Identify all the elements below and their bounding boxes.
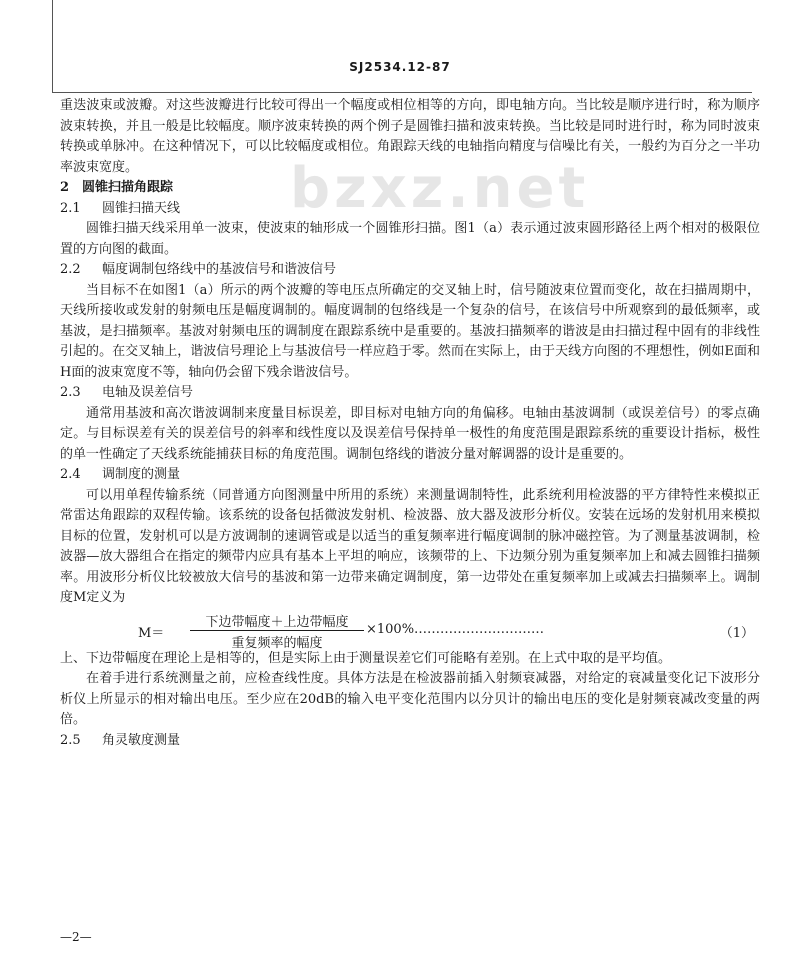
section-title: 电轴及误差信号 [102,385,194,400]
paragraph-2-1: 圆锥扫描天线采用单一波束，使波束的轴形成一个圆锥形扫描。图1（a）表示通过波束圆形路径上两个相对的极限位置的方向图的截面。 [60,221,760,257]
fraction-bar [190,630,364,631]
section-number: 2.1 [60,200,81,216]
section-title: 角灵敏度测量 [102,732,181,748]
equation-number: （1） [719,625,754,641]
paragraph-2-4-c: 在着手进行系统测量之前，应检查线性度。具体方法是在检波器前插入射频衰减器，对给定的衰减量变化记下波形分析仪上所显示的相对输出电压。至少应在20dB的输入电平变化范围内以分贝计的输出电压的变化是射频衰减改变量的两倍。 [60,671,760,727]
paragraph-2-4: 可以用单程传输系统（同普通方向图测量中所用的系统）来测量调制特性，此系统利用检波器的平方律特性来模拟正常雷达角跟踪的双程传输。该系统的设备包括微波发射机、检波器、放大器及波形分析仪。安装在远场的发射机用来模拟目标的位置，发射机可以是方波调制的速调管或是以适当的重复频率进行幅度调制的脉冲磁控管。为了测量基波调制，检波器—放大器组合在指定的频带内应具有基本上平坦的响应，该频带的上、下边频分别为重复频率加上和减去圆锥扫描频率。用波形分析仪比较被放大信号的基波和第一边带来确定调制度，第一边带处在重复频率加上或减去扫描频率上。调制度M定义为 [60,487,760,605]
page-number: —2— [60,930,92,944]
section-heading-2 [60,178,760,199]
formula-numerator: 下边带幅度＋上边带幅度 [205,614,349,630]
paragraph-2-3: 通常用基波和高次谐波调制来度量目标误差，即目标对电轴方向的角偏移。电轴由基波调制（或误差信号）的零点确定。与目标误差有关的误差信号的斜率和线性度以及误差信号保持单一极性的角度范围是跟踪系统的重要设计指标，极性的单一性确定了天线系统能捕获目标的角度范围。调制包络线的谐波分量对解调器的设计是重要的。 [60,405,760,462]
section-heading-2-4 [60,465,760,486]
section-heading-2-2 [60,260,760,281]
section-title: 幅度调制包络线中的基波信号和谐波信号 [102,262,337,277]
header-rule [52,92,752,93]
paragraph-2-4-b: 上、下边带幅度在理论上是相等的，但是实际上由于测量误差它们可能略有差别。在上式中取的是平均值。 [60,650,672,666]
section-number: 2 [60,180,70,195]
section-heading-2-5 [60,731,760,752]
formula-lhs: M＝ [138,625,165,641]
document-id: SJ2534.12-87 [349,60,451,74]
formula-modulation [60,611,760,649]
section-title: 调制度的测量 [102,467,181,482]
section-number: 2.2 [60,262,81,277]
formula-denominator: 重复频率的幅度 [231,635,323,651]
formula-rhs: ×100%………………………… [366,621,545,637]
section-number: 2.4 [60,467,81,482]
section-heading-2-3 [60,383,760,404]
section-title: 圆锥扫描天线 [102,200,181,216]
watermark: bzxz.net [290,156,590,221]
section-number: 2.3 [60,385,81,400]
section-number: 2.5 [60,732,81,748]
margin-rule [52,0,53,92]
section-title: 圆锥扫描角跟踪 [82,180,174,195]
document-body [60,96,760,751]
paragraph-2-2: 当目标不在如图1（a）所示的两个波瓣的等电压点所确定的交叉轴上时，信号随波束位置而变化，故在扫描周期中，天线所接收或发射的射频电压是幅度调制的。幅度调制的包络线是一个复杂的信号，在该信号中所观察到的最低频率，或基波，是扫描频率。基波对射频电压的调制度在跟踪系统中是重要的。基波扫描频率的谐波是由扫描过程中固有的非线性引起的。在交叉轴上，谐波信号理论上与基波信号一样应趋于零。然而在实际上，由于天线方向图的不理想性，例如E面和H面的波束宽度不等，轴向仍会留下残余谐波信号。 [60,282,760,380]
section-heading-2-1 [60,199,760,220]
paragraph-intro: 重迭波束或波瓣。对这些波瓣进行比较可得出一个幅度或相位相等的方向，即电轴方向。当比较是顺序进行时，称为顺序波束转换，并且一般是比较幅度。顺序波束转换的两个例子是圆锥扫描和波束转换。当比较是同时进行时，称为同时波束转换或单脉冲。在这种情况下，可以比较幅度或相位。角跟踪天线的电轴指向精度与信噪比有关，一般约为百分之一半功率波束宽度。 [60,98,760,175]
